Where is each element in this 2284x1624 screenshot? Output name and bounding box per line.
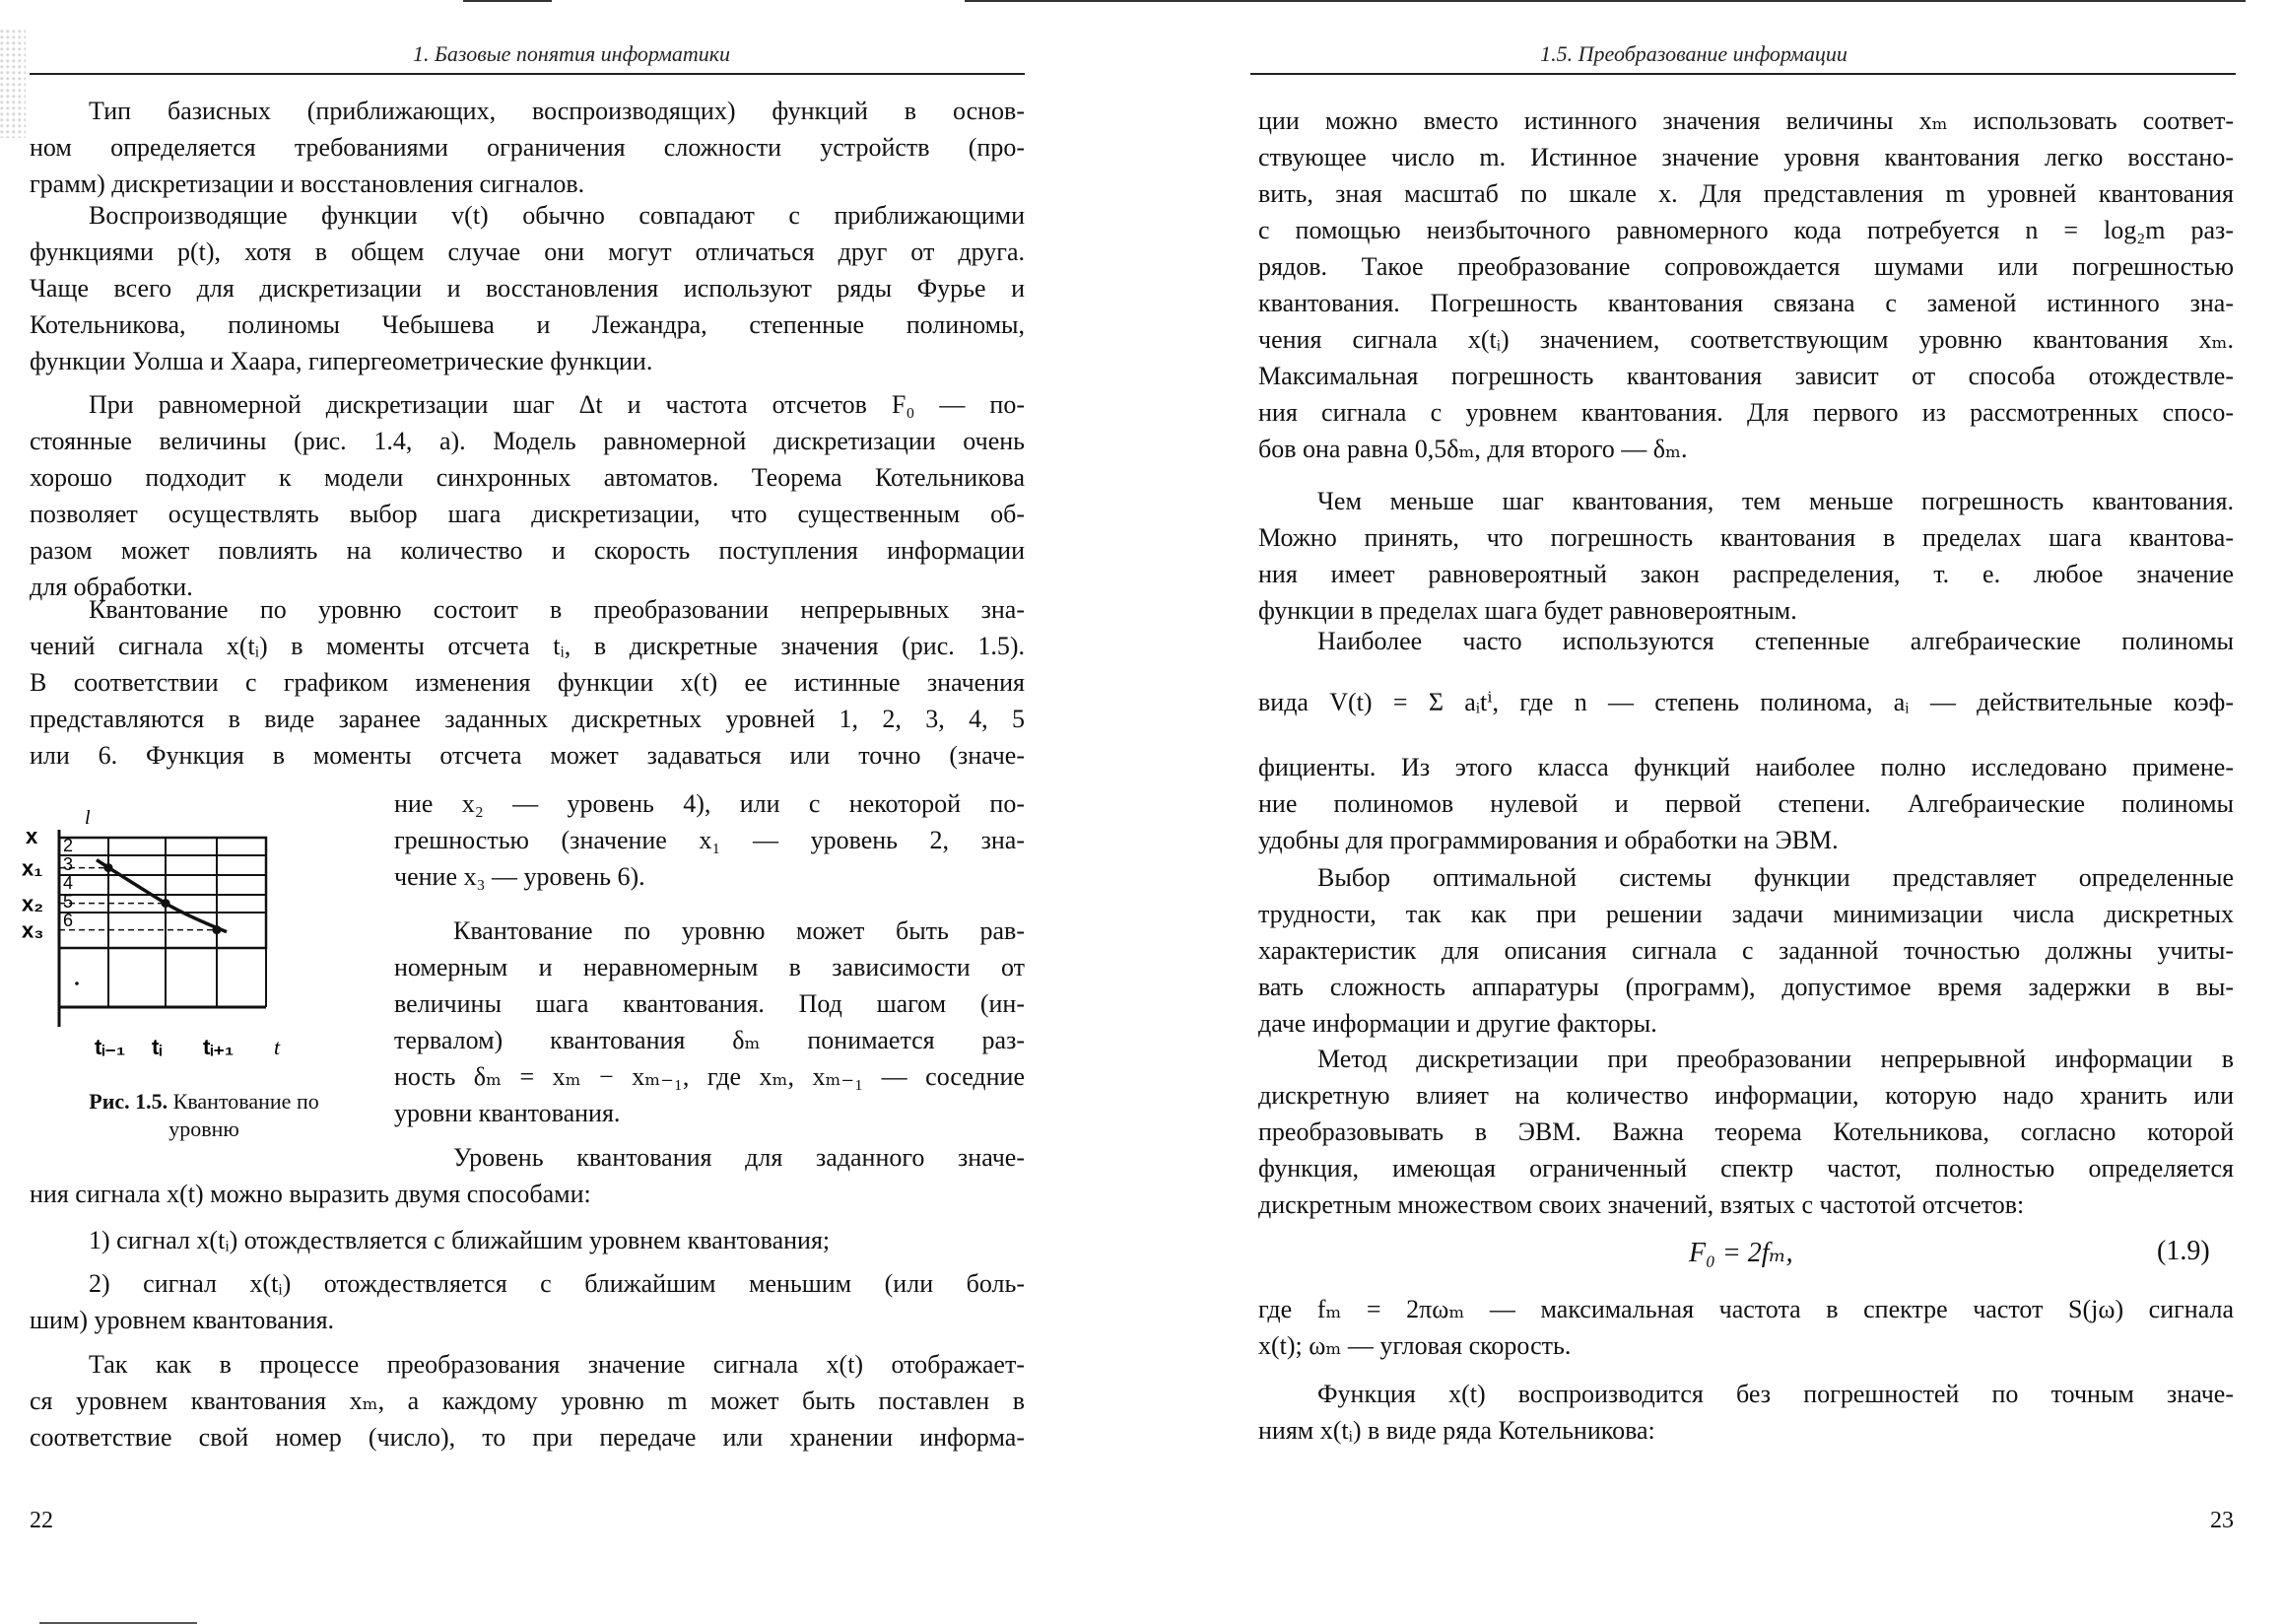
figure-caption: [61, 1088, 347, 1143]
right-paragraph-7: Функция x(t) воспроизводится без погрешностей по точным значе- ниям x(tᵢ) в виде ряда Котельникова:: [1258, 1380, 2234, 1445]
right-paragraph-3-rest: фициенты. Из этого класса функций наиболее полно исследовано примене- ние полиномов нулевой и первой степени. Алгебраические полиномы удобны для программирования и обработки на ЭВМ.: [1258, 753, 2234, 854]
y-value-label: x₂: [22, 891, 44, 916]
right-paragraph-5: Метод дискретизации при преобразовании непрерывной информации в дискретную влияет на количество информации, которую надо хранить или преобразовывать в ЭВМ. Важна теорема Котельникова, согласно которой функция, имеющая ограниченный спектр частот, полностью определяется дискретным множеством своих значений, взятых с частотой отсчетов:: [1258, 1045, 2234, 1219]
right-header-rule: [1250, 73, 2236, 75]
right-paragraph-2: Чем меньше шаг квантования, тем меньше погрешность квантования. Можно принять, что погрешность квантования в пределах шага квантова- ния имеет равновероятный закон распределения, т. е. любое значение функции в пределах шага будет равновероятным.: [1258, 487, 2234, 625]
formula-number: (1.9): [2157, 1236, 2210, 1266]
top-edge-line: [463, 0, 552, 2]
left-paragraph-6: Уровень квантования для заданного значе- ния сигнала x(t) можно выразить двумя способами:: [30, 1143, 1025, 1208]
right-page-number: 23: [2210, 1508, 2234, 1533]
level-axis-label: l: [85, 807, 91, 829]
sample-point: [104, 863, 113, 872]
grid-frame: [59, 838, 266, 948]
sample-point: [162, 899, 170, 908]
formula-1-9: F₀ = 2fₘ,: [1689, 1238, 1793, 1268]
x-axis-label: t: [274, 1035, 281, 1059]
figure-dashed-lines: [59, 868, 217, 930]
figure-caption-text: Квантование по уровню: [168, 1089, 319, 1141]
left-paragraph-9: Так как в процессе преобразования значение сигнала x(t) отображает- ся уровнем квантования xₘ, а каждому уровню m может быть поставлен в соответствие свой номер (число), то при передаче или хранении информа-: [30, 1350, 1025, 1452]
right-paragraph-4: Выбор оптимальной системы функции представляет определенные трудности, так как при решении задачи минимизации числа дискретных характеристик для описания сигнала с заданной точностью должны учиты- вать сложность аппаратуры (программ), допустимое время задержки в вы- даче информации и другие факторы.: [1258, 863, 2234, 1038]
right-paragraph-6: где fₘ = 2πωₘ — максимальная частота в спектре частот S(jω) сигнала x(t); ωₘ — угловая скорость.: [1258, 1295, 2234, 1360]
y-value-label: x₁: [22, 855, 43, 881]
right-running-header: 1.5. Преобразование информации: [1540, 41, 1847, 66]
x-tick-label: tᵢ₋₁: [95, 1035, 126, 1059]
left-page-number: 22: [30, 1508, 53, 1533]
scan-dot: [75, 981, 79, 985]
scan-specks: [0, 30, 26, 138]
right-paragraph-3-formula-line: вида V(t) = Σ aᵢtⁱ, где n — степень полинома, aᵢ — действительные коэф-: [1258, 688, 2234, 716]
right-paragraph-1: ции можно вместо истинного значения величины xₘ использовать соответ- ствующее число m. Истинное значение уровня квантования легко восстано- вить, зная масштаб по шкале x. Для представления m уровней квантования с помощью неизбыточного равномерного кода потребуется n = log₂m раз- рядов. Такое преобразование сопровождается шумами или погрешностью квантования. Погрешность квантования связана с заменой истинного зна- чения сигнала x(tᵢ) значением, соответствующим уровню квантования xₘ. Максимальная погрешность квантования зависит от способа отождествле- ния сигнала с уровнем квантования. Для первого из рассмотренных спосо- бов она равна 0,5δₘ, для второго — δₘ.: [1258, 106, 2234, 463]
level-label: 6: [63, 911, 74, 930]
level-label: 4: [63, 873, 74, 893]
level-label: 5: [63, 892, 74, 912]
left-paragraph-4: Квантование по уровню состоит в преобразовании непрерывных зна- чений сигнала x(tᵢ) в моменты отсчета tᵢ, в дискретные значения (рис. 1.5). В соответствии с графиком изменения функции x(t) ее истинные значения представляются в виде заранее заданных дискретных уровней 1, 2, 3, 4, 5 или 6. Функция в моменты отсчета может задаваться или точно (значе-: [30, 595, 1025, 770]
figure-grid: [59, 830, 266, 1027]
left-paragraph-5-wrap: Квантование по уровню может быть рав- номерным и неравномерным в зависимости от величины шага квантования. Под шагом (ин- тервалом) квантования δₘ понимается раз- ность δₘ = xₘ − xₘ₋₁, где xₘ, xₘ₋₁ — соседние уровни квантования.: [394, 916, 1025, 1127]
y-value-label: x₃: [22, 917, 44, 943]
left-running-header: 1. Базовые понятия информатики: [412, 41, 731, 66]
signal-curve: [97, 860, 227, 932]
level-label: 2: [63, 836, 74, 855]
quantization-figure: [20, 800, 384, 1135]
level-label: 3: [63, 854, 74, 874]
left-header-rule: [30, 73, 1025, 75]
left-paragraph-8: 2) сигнал x(tᵢ) отождествляется с ближайшим меньшим (или боль- шим) уровнем квантования.: [30, 1269, 1025, 1334]
sample-point: [213, 925, 222, 934]
x-tick-label: tᵢ₊₁: [203, 1035, 235, 1059]
right-paragraph-3: Наиболее часто используются степенные алгебраические полиномы: [1317, 627, 2234, 655]
left-paragraph-2: Воспроизводящие функции v(t) обычно совпадают с приближающими функциями p(t), хотя в общем случае они могут отличаться друг от друга. Чаще всего для дискретизации и восстановления используют ряды Фурье и Котельникова, полиномы Чебышева и Лежандра, степенные полиномы, функции Уолша и Хаара, гипергеометрические функции.: [30, 201, 1025, 375]
left-paragraph-3: При равномерной дискретизации шаг Δt и частота отсчетов F₀ — по- стоянные величины (рис. 1.4, а). Модель равномерной дискретизации очень хорошо подходит к модели синхронных автоматов. Теорема Котельникова позволяет осуществлять выбор шага дискретизации, что существенным об- разом может повлиять на количество и скорость поступления информации для обработки.: [30, 390, 1025, 601]
top-edge-line-right: [965, 0, 2246, 2]
left-paragraph-1: Тип базисных (приближающих, воспроизводящих) функций в основ- ном определяется требованиями ограничения сложности устройств (про- грамм) дискретизации и восстановления сигналов.: [30, 97, 1025, 198]
right-page: [1142, 0, 2284, 1624]
left-paragraph-4-wrap: ние x₂ — уровень 4), или с некоторой по- грешностью (значение x₁ — уровень 2, зна- чение x₃ — уровень 6).: [394, 789, 1025, 891]
y-axis-label: x: [26, 824, 38, 848]
figure-caption-number: Рис. 1.5.: [89, 1089, 168, 1114]
x-tick-label: tᵢ: [152, 1035, 163, 1059]
left-paragraph-7: 1) сигнал x(tᵢ) отождествляется с ближайшим уровнем квантования;: [89, 1226, 831, 1254]
